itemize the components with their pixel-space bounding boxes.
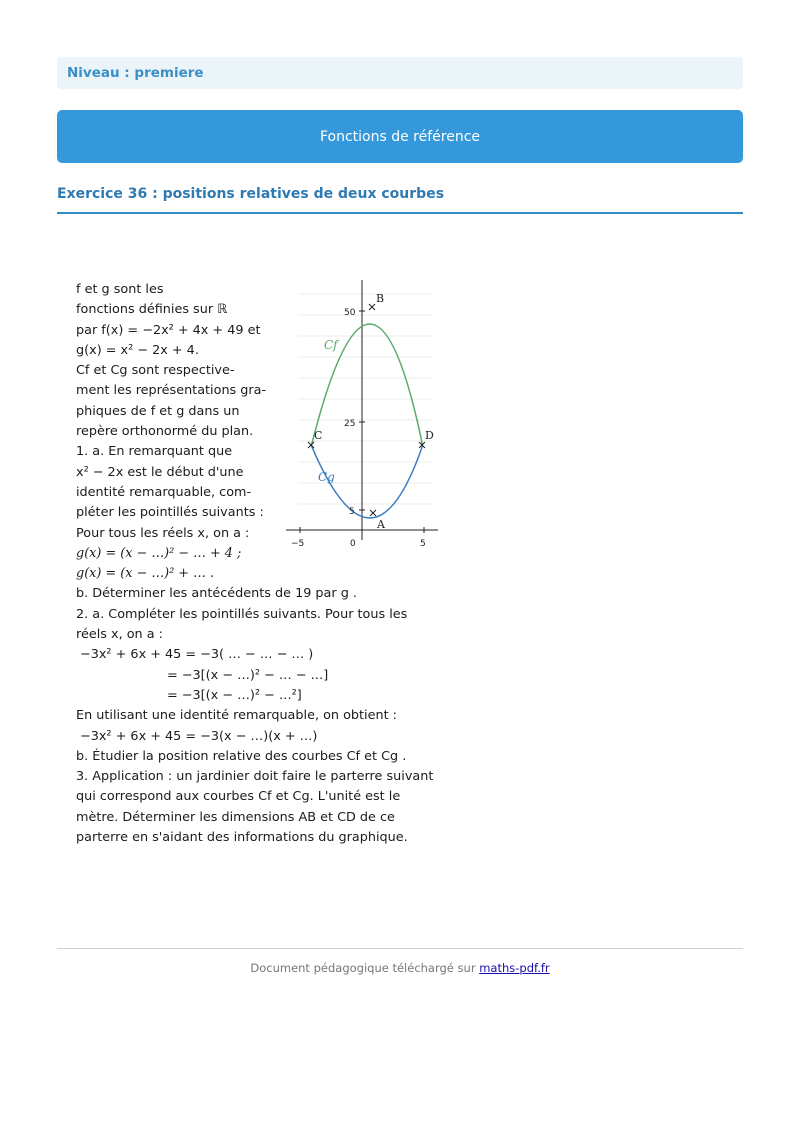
tick-label-y: 5 <box>349 507 355 517</box>
point-label-d: D <box>425 429 434 442</box>
question-1a-line: x² − 2x est le début d'une <box>76 464 244 480</box>
tick-label-y: 25 <box>344 419 356 429</box>
question-2a-line: réels x, on a : <box>76 627 163 643</box>
curves-graph <box>282 276 442 551</box>
question-1b: b. Déterminer les antécédents de 19 par g . <box>76 586 357 602</box>
level-badge: Niveau : premiere <box>57 57 743 89</box>
statement-line: repère orthonormé du plan. <box>76 424 254 440</box>
tick-label-x: 0 <box>350 539 356 549</box>
question-3-line: 3. Application : un jardinier doit faire le parterre suivant <box>76 769 434 785</box>
question-2b: b. Étudier la position relative des courbes Cf et Cg . <box>76 748 407 764</box>
statement-line: par f(x) = −2x² + 4x + 49 et <box>76 322 261 338</box>
question-3-line: mètre. Déterminer les dimensions AB et CD de ce <box>76 809 395 825</box>
tick-label-y: 50 <box>344 308 356 318</box>
curve-label-g: Cg <box>318 470 335 484</box>
statement-line: Cf et Cg sont respective- <box>76 363 235 379</box>
question-2a-equation: = −3[(x − …)² − …²] <box>167 687 302 703</box>
footer-link[interactable]: maths-pdf.fr <box>479 961 550 975</box>
statement-line: ment les représentations gra- <box>76 383 267 399</box>
tick-label-x: 5 <box>420 539 426 549</box>
question-1a-line: pléter les pointillés suivants : <box>76 505 264 521</box>
exercise-title: Exercice 36 : positions relatives de deux courbes <box>57 186 743 214</box>
point-label-b: B <box>376 292 385 305</box>
chapter-title: Fonctions de référence <box>319 128 481 145</box>
question-3-line: qui correspond aux courbes Cf et Cg. L'unité est le <box>76 789 401 805</box>
question-1a-line: Pour tous les réels x, on a : <box>76 525 250 541</box>
curve-label-f: Cf <box>324 338 338 352</box>
statement-line: phiques de f et g dans un <box>76 403 240 419</box>
point-label-c: C <box>314 429 323 442</box>
statement-line: g(x) = x² − 2x + 4. <box>76 342 199 358</box>
question-1a-line: identité remarquable, com- <box>76 484 252 500</box>
point-label-a: A <box>377 518 385 531</box>
question-2a-line: 2. a. Compléter les pointillés suivants. Pour tous les <box>76 606 408 622</box>
question-2a-equation: = −3[(x − …)² − … − …] <box>167 667 329 683</box>
footer-divider <box>57 948 743 949</box>
statement-line: fonctions définies sur ℝ <box>76 302 228 318</box>
question-1a-formula: g(x) = (x − …)² + … . <box>76 566 215 582</box>
footer <box>57 961 743 975</box>
chapter-banner <box>57 110 743 163</box>
question-2a-equation: −3x² + 6x + 45 = −3( … − … − … ) <box>80 647 314 663</box>
question-1a-line: 1. a. En remarquant que <box>76 444 233 460</box>
tick-label-x: −5 <box>291 539 305 549</box>
question-3-line: parterre en s'aidant des informations du graphique. <box>76 830 408 846</box>
statement-line: f et g sont les <box>76 282 164 297</box>
footer-text: Document pédagogique téléchargé sur <box>250 961 480 975</box>
question-1a-formula: g(x) = (x − …)² − … + 4 ; <box>76 545 242 561</box>
question-2a-equation: −3x² + 6x + 45 = −3(x − …)(x + …) <box>80 728 318 744</box>
question-2a-line: En utilisant une identité remarquable, on obtient : <box>76 708 397 724</box>
